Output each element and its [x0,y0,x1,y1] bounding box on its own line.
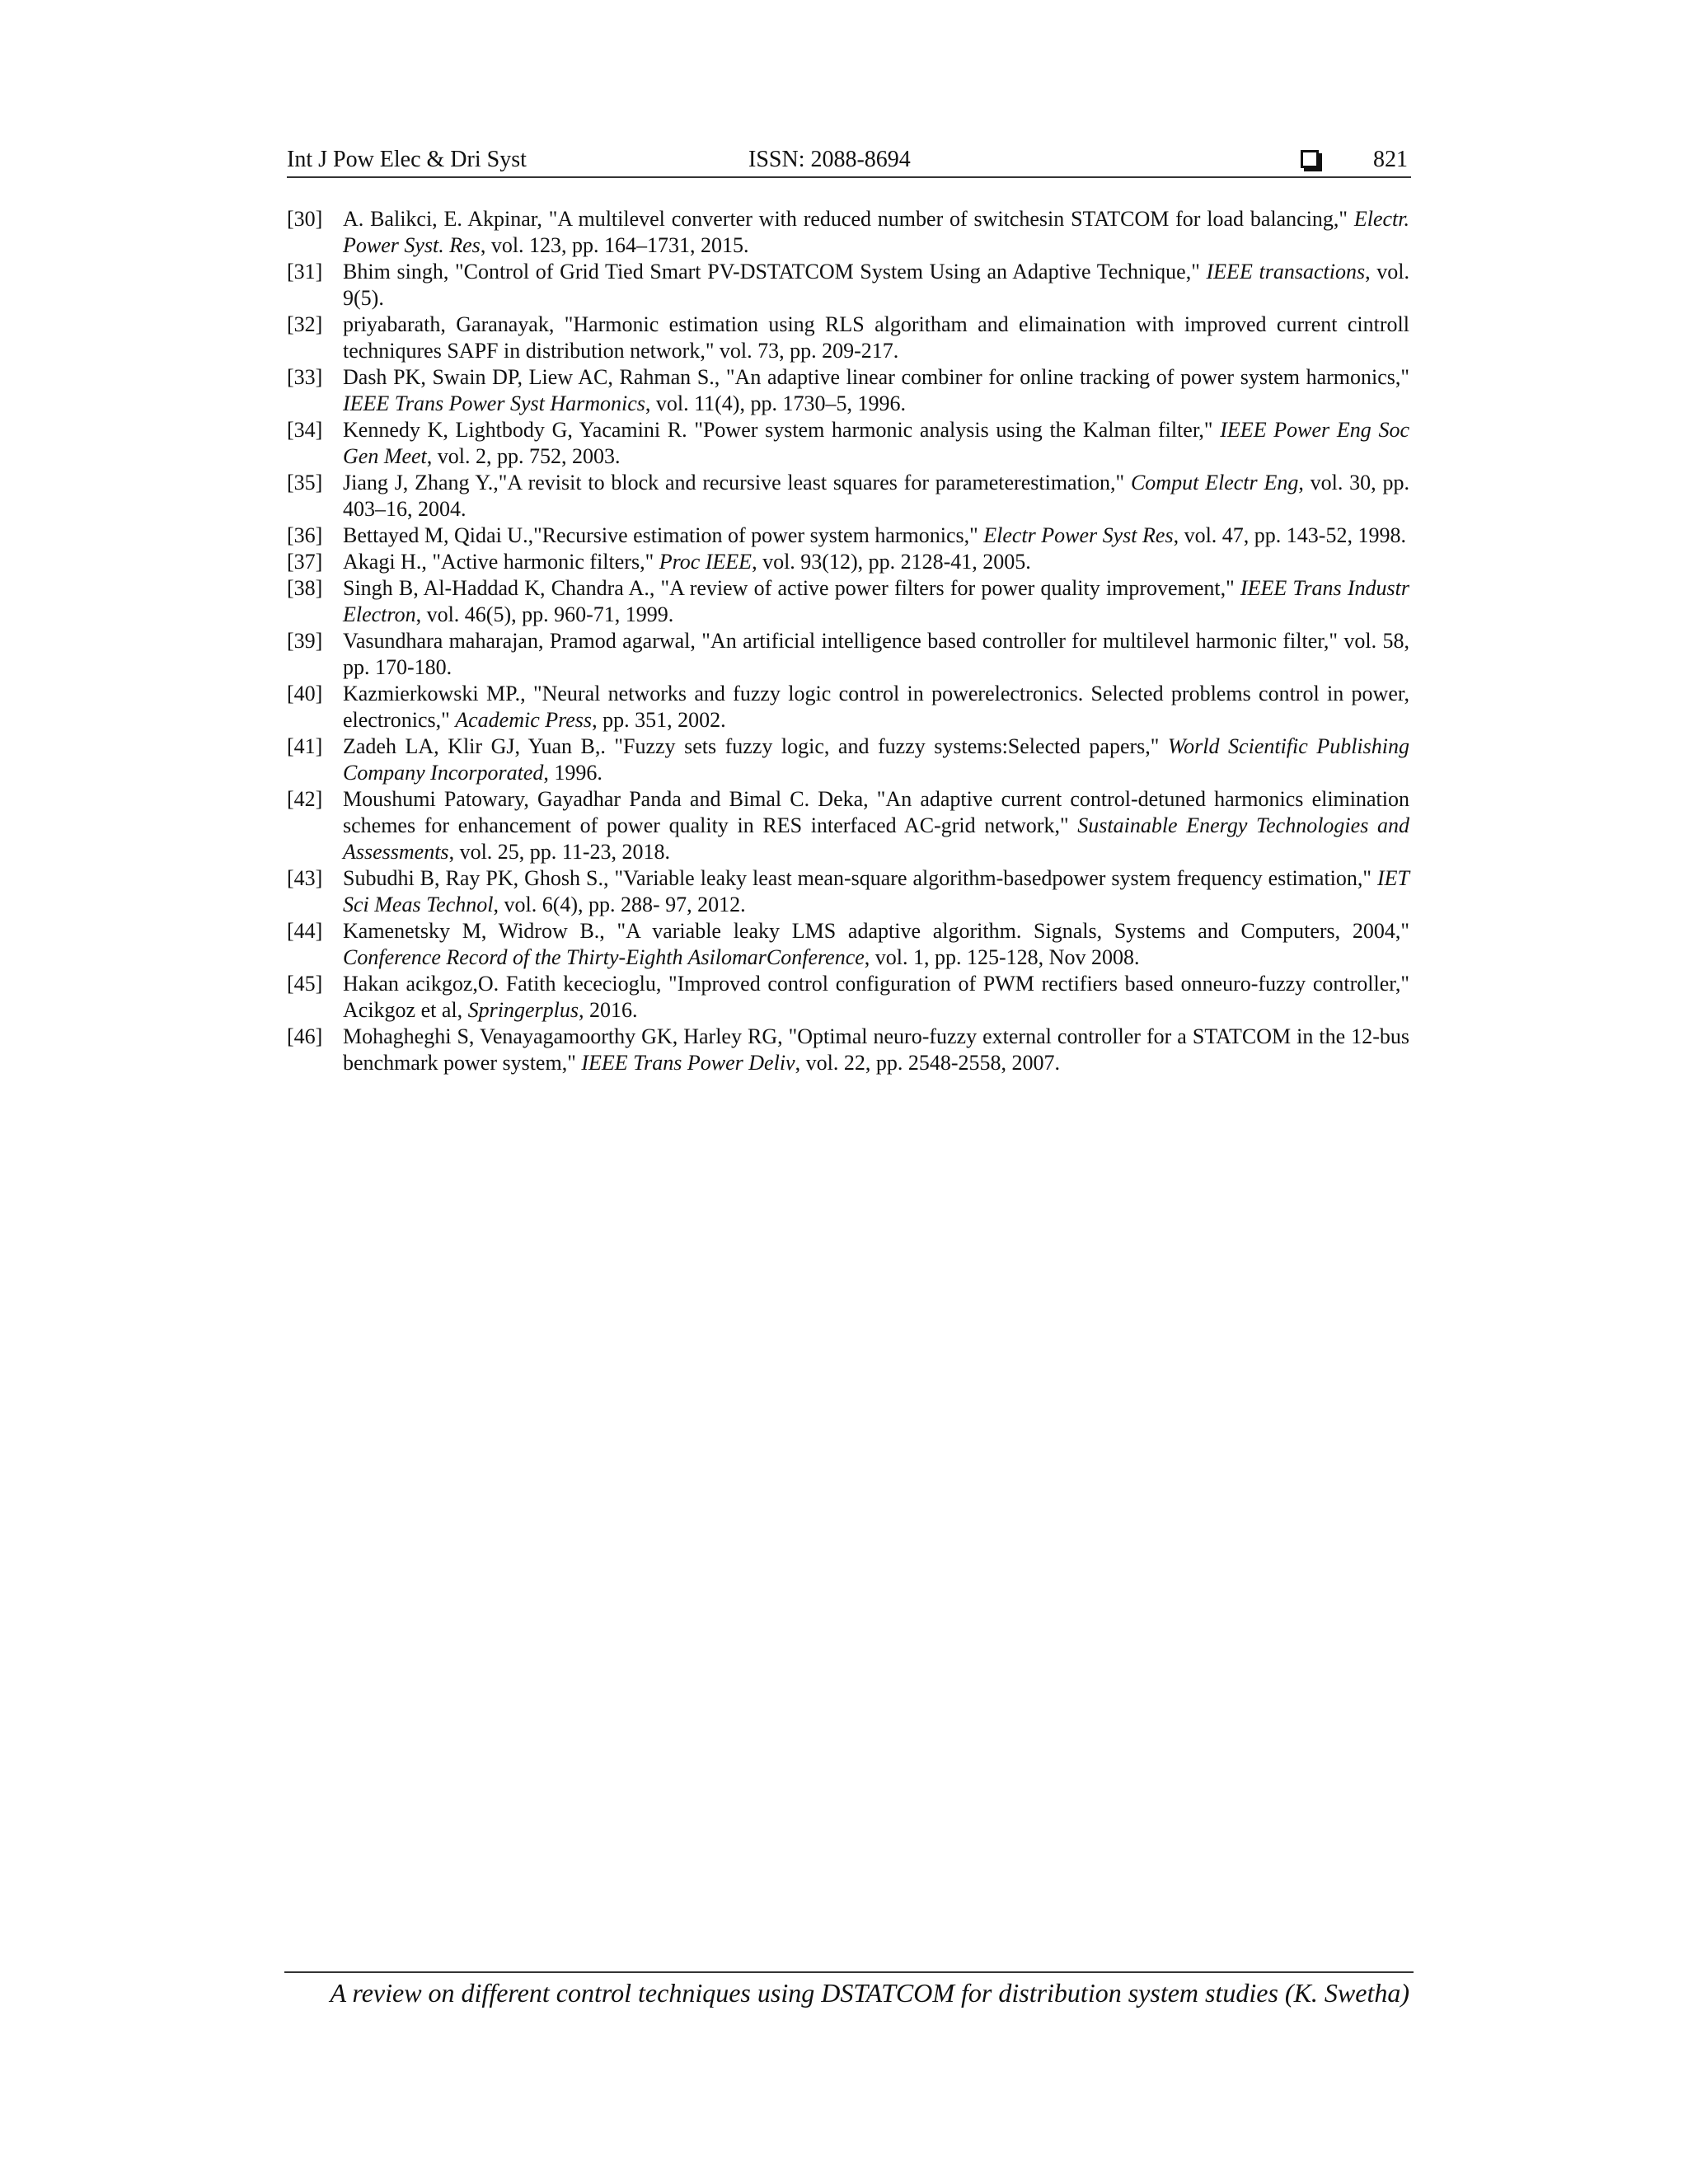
reference-number: [46] [287,1024,323,1048]
reference-item [287,549,1409,575]
reference-details: , vol. 11(4), pp. 1730–5, 1996. [645,391,906,415]
reference-source: Electr Power Syst Res [983,523,1174,547]
reference-source: IEEE Trans Power Syst Harmonics [343,391,645,415]
reference-text: priyabarath, Garanayak, "Harmonic estimation using RLS algoritham and elimaination with improved current cintroll techniqures SAPF in distribution network," vol. 73, pp. 209-217. [343,312,1409,363]
reference-details: , vol. 22, pp. 2548-2558, 2007. [795,1051,1060,1075]
reference-details: , vol. 123, pp. 164–1731, 2015. [480,233,749,257]
issn: ISSN: 2088-8694 [748,147,911,172]
reference-details: , vol. 46(5), pp. 960-71, 1999. [415,602,674,626]
reference-source: Comput Electr Eng [1130,471,1299,494]
reference-details: , 1996. [543,761,603,785]
reference-details: , vol. 9(5). [343,260,1409,310]
reference-source: World Scientific Publishing Company Incorporated [343,734,1409,785]
reference-source: Electr. Power Syst. Res [343,207,1409,257]
reference-text: Kamenetsky M, Widrow B., "A variable leaky LMS adaptive algorithm. Signals, Systems and Computers, 2004," [343,919,1409,943]
reference-item [287,733,1409,786]
reference-number: [43] [287,866,323,890]
reference-text: Dash PK, Swain DP, Liew AC, Rahman S., "An adaptive linear combiner for online tracking of power system harmonics," [343,365,1409,389]
reference-item [287,971,1409,1024]
reference-item [287,681,1409,733]
reference-details: 2016. [584,998,638,1022]
reference-number: [32] [287,312,323,336]
page-number: 821 [1373,147,1408,172]
reference-item [287,523,1409,549]
reference-text: Subudhi B, Ray PK, Ghosh S., "Variable leaky least mean-square algorithm-basedpower system frequency estimation," [343,866,1377,890]
reference-number: [37] [287,550,323,574]
reference-item [287,575,1409,628]
reference-text: Singh B, Al-Haddad K, Chandra A., "A review of active power filters for power quality improvement," [343,576,1240,600]
reference-number: [39] [287,629,323,653]
reference-text: Bettayed M, Qidai U.,"Recursive estimation of power system harmonics," [343,523,984,547]
reference-list [287,206,1409,1076]
reference-details: , vol. 25, pp. 11-23, 2018. [448,840,670,864]
footer-divider [284,1971,1414,1973]
reference-number: [35] [287,471,323,494]
reference-text: Mohagheghi S, Venayagamoorthy GK, Harley RG, "Optimal neuro-fuzzy external controller for a STATCOM in the 12-bus benchmark power system," [343,1024,1409,1075]
reference-number: [31] [287,260,323,284]
reference-source: Academic Press [455,708,593,732]
reference-text: Akagi H., "Active harmonic filters," [343,550,659,574]
reference-number: [30] [287,207,323,231]
reference-item [287,628,1409,681]
reference-number: [42] [287,787,323,811]
reference-details: , vol. 2, pp. 752, 2003. [426,444,621,468]
reference-source: Sustainable Energy Technologies and Assessments [343,813,1409,864]
reference-item [287,417,1409,470]
reference-source: IEEE transactions [1206,260,1366,284]
reference-number: [45] [287,972,323,996]
reference-item [287,1024,1409,1076]
reference-details: , vol. 30, pp. 403–16, 2004. [343,471,1409,521]
reference-source: Conference Record of the Thirty-Eighth AsilomarConference [343,945,865,969]
running-footer: A review on different control techniques using DSTATCOM for distribution system studies (K. Swetha) [330,1978,1409,2008]
square-icon [1301,150,1319,168]
reference-text: Bhim singh, "Control of Grid Tied Smart PV-DSTATCOM System Using an Adaptive Technique," [343,260,1207,284]
reference-item [287,470,1409,523]
reference-number: [34] [287,418,323,442]
reference-item [287,786,1409,865]
journal-name: Int J Pow Elec & Dri Syst [287,147,527,172]
reference-item [287,206,1409,259]
reference-source: IEEE Trans Industr Electron [343,576,1410,626]
reference-source: Springerplus, [467,998,584,1022]
reference-text: Kazmierkowski MP., "Neural networks and fuzzy logic control in powerelectronics. Selected problems control in power, electronics," [343,682,1409,732]
reference-item [287,259,1409,312]
reference-number: [38] [287,576,323,600]
reference-details: , vol. 47, pp. 143-52, 1998. [1173,523,1406,547]
reference-source: IEEE Power Eng Soc Gen Meet [343,418,1410,468]
reference-item [287,312,1409,364]
reference-item [287,918,1409,971]
reference-text: A. Balikci, E. Akpinar, "A multilevel converter with reduced number of switchesin STATCOM for load balancing," [343,207,1354,231]
reference-text: Jiang J, Zhang Y.,"A revisit to block and recursive least squares for parameterestimation," [343,471,1131,494]
reference-source: IET Sci Meas Technol [343,866,1409,916]
reference-text: Moushumi Patowary, Gayadhar Panda and Bimal C. Deka, "An adaptive current control-detuned harmonics elimination schemes for enhancement of power quality in RES interfaced AC-grid network," [343,787,1409,837]
reference-number: [44] [287,919,323,943]
reference-details: , vol. 1, pp. 125-128, Nov 2008. [864,945,1140,969]
running-header [287,145,1411,178]
reference-number: [36] [287,523,323,547]
reference-details: , pp. 351, 2002. [592,708,726,732]
reference-number: [40] [287,682,323,705]
reference-text: Zadeh LA, Klir GJ, Yuan B,. "Fuzzy sets fuzzy logic, and fuzzy systems:Selected papers," [343,734,1168,758]
reference-item [287,364,1409,417]
reference-text: Kennedy K, Lightbody G, Yacamini R. "Power system harmonic analysis using the Kalman filter," [343,418,1221,442]
reference-text: Hakan acikgoz,O. Fatith kececioglu, "Improved control configuration of PWM rectifiers based onneuro-fuzzy controller," Acikgoz et al, [343,972,1409,1022]
reference-details: , vol. 93(12), pp. 2128-41, 2005. [752,550,1031,574]
reference-text: Vasundhara maharajan, Pramod agarwal, "An artificial intelligence based controller for multilevel harmonic filter," vol. 58, pp. 170-180. [343,629,1409,679]
reference-source: Proc IEEE [659,550,753,574]
reference-number: [33] [287,365,323,389]
reference-number: [41] [287,734,323,758]
reference-item [287,865,1409,918]
reference-details: , vol. 6(4), pp. 288- 97, 2012. [493,893,746,916]
reference-source: IEEE Trans Power Deliv [581,1051,795,1075]
